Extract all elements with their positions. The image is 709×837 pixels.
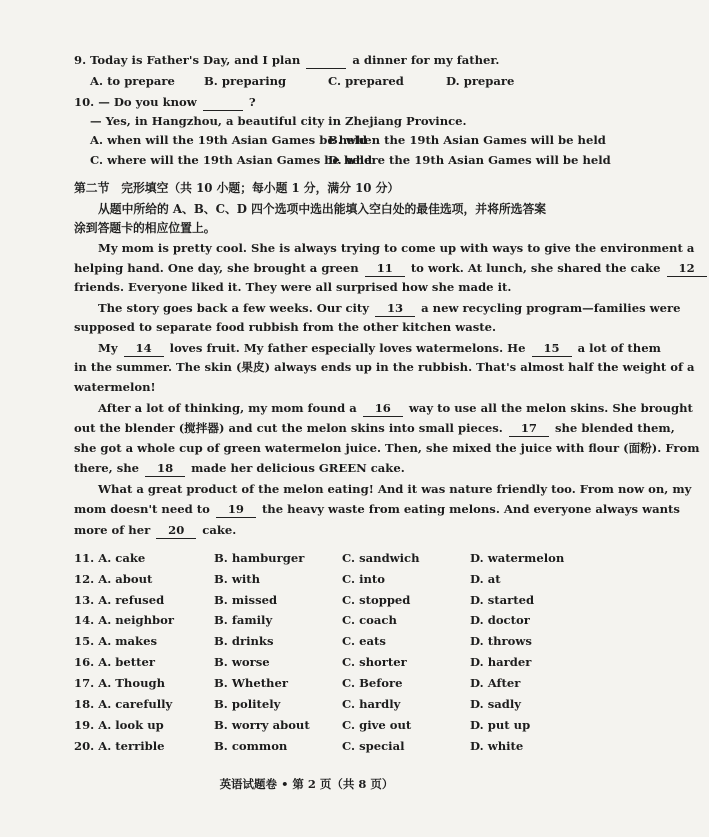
choice-18-b: B. politely [214,697,281,711]
blank-13: 13 [375,301,415,317]
q9-stem-before: 9. Today is Father's Day, and I plan [74,53,301,67]
choice-18-d: D. sadly [470,697,521,711]
p4-l1-a: After a lot of thinking, my mom found a [98,401,357,415]
passage-p4-line2 [74,421,675,437]
passage-p2-line1 [98,301,681,317]
choice-13-b: B. missed [214,593,278,607]
p4-l2-b: she blended them, [554,421,675,435]
p3-l1-c: a lot of them [577,341,661,355]
choice-18-a: 18. A. carefully [74,697,173,711]
choice-16-a: 16. A. better [74,655,155,669]
choice-17-b: B. Whether [214,676,288,690]
choice-20-b: B. common [214,739,288,753]
p5-l3-b: cake. [202,523,237,537]
choice-11-c: C. sandwich [342,551,420,565]
q10-stem: 10. — Do you know [74,95,197,109]
blank-16: 16 [363,401,403,417]
choice-12-d: D. at [470,572,501,586]
q10-option-a: A. when will the 19th Asian Games be held [90,133,368,147]
blank-19: 19 [216,502,256,518]
choice-14-b: B. family [214,613,273,627]
q9-option-c: C. prepared [328,74,404,88]
passage-p1-line3: friends. Everyone liked it. They were all surprised how she made it. [74,280,512,294]
p2-l1-b: a new recycling program—families were [421,301,681,315]
choice-13-d: D. started [470,593,535,607]
question-10-stem [74,95,573,111]
p1-l2-a: helping hand. One day, she brought a green [74,261,359,275]
choice-17-d: D. After [470,676,521,690]
passage-p3-line3: watermelon! [74,380,156,394]
choice-19-a: 19. A. look up [74,718,164,732]
p4-l1-b: way to use all the melon skins. She brought [408,401,693,415]
p3-l1-b: loves fruit. My father especially loves watermelons. He [169,341,526,355]
section-2-instruction-2: 涂到答题卡的相应位置上。 [74,221,216,235]
choice-16-c: C. shorter [342,655,407,669]
section-2-instruction-1: 从题中所给的 A、B、C、D 四个选项中选出能填入空白处的最佳选项，并将所选答案 [98,202,547,216]
passage-p5-line2 [74,502,680,518]
choice-12-c: C. into [342,572,386,586]
passage-p3-line2: in the summer. The skin (果皮) always ends up in the rubbish. That's almost half the weight of a [74,360,695,374]
choice-16-d: D. harder [470,655,532,669]
choice-19-d: D. put up [470,718,531,732]
q9-option-b: B. preparing [204,74,287,88]
passage-p4-line3: she got a whole cup of green watermelon juice. Then, she mixed the juice with flour (面粉). From [74,441,700,455]
choice-18-c: C. hardly [342,697,401,711]
p4-l4-a: there, she [74,461,140,475]
q10-reply: — Yes, in Hangzhou, a beautiful city in Zhejiang Province. [90,114,467,128]
choice-12-b: B. with [214,572,261,586]
choice-13-a: 13. A. refused [74,593,165,607]
blank-14: 14 [124,341,164,357]
choice-16-b: B. worse [214,655,270,669]
page-footer: 英语试题卷 • 第 2 页（共 8 页） [219,777,394,791]
choice-14-d: D. doctor [470,613,530,627]
choice-11-b: B. hamburger [214,551,305,565]
passage-p1-line2 [74,261,695,277]
q10-stem-end: ? [248,95,256,109]
q9-option-d: D. prepare [446,74,515,88]
p1-l2-b: to work. At lunch, she shared the cake [410,261,661,275]
q10-option-c: C. where will the 19th Asian Games be held [90,153,373,167]
choice-12-a: 12. A. about [74,572,153,586]
blank-17: 17 [509,421,549,437]
choice-20-a: 20. A. terrible [74,739,165,753]
blank-20: 20 [156,523,196,539]
p4-l4-b: made her delicious GREEN cake. [191,461,405,475]
choice-20-d: D. white [470,739,524,753]
choice-15-c: C. eats [342,634,386,648]
choice-14-a: 14. A. neighbor [74,613,174,627]
passage-p5-line3 [74,523,573,539]
passage-p5-line1: What a great product of the melon eating! And it was nature friendly too. From now on, my [98,482,692,496]
passage-p4-line4 [74,461,573,477]
blank-18: 18 [145,461,185,477]
choice-15-a: 15. A. makes [74,634,157,648]
q10-option-b: B. when the 19th Asian Games will be held [328,133,606,147]
q9-stem-after: a dinner for my father. [352,53,500,67]
blank-11: 11 [365,261,405,277]
passage-p2-line2: supposed to separate food rubbish from the other kitchen waste. [74,320,497,334]
blank-12: 12 [667,261,707,277]
choice-11-a: 11. A. cake [74,551,146,565]
choice-14-c: C. coach [342,613,397,627]
question-9-stem [74,53,573,69]
choice-15-b: B. drinks [214,634,274,648]
choice-20-c: C. special [342,739,405,753]
passage-p4-line1 [98,401,693,417]
choice-19-b: B. worry about [214,718,310,732]
choice-13-c: C. stopped [342,593,411,607]
passage-p1-line1: My mom is pretty cool. She is always trying to come up with ways to give the environment a [98,241,695,255]
p5-l2-a: mom doesn't need to [74,502,210,516]
passage-p3-line1 [98,341,661,357]
choice-11-d: D. watermelon [470,551,565,565]
q9-blank [306,53,346,69]
choice-17-a: 17. A. Though [74,676,166,690]
p5-l3-a: more of her [74,523,151,537]
choice-17-c: C. Before [342,676,403,690]
p4-l2-a: out the blender (搅拌器) and cut the melon skins into small pieces. [74,421,503,435]
q10-option-d: D. where the 19th Asian Games will be held [328,153,611,167]
p5-l2-b: the heavy waste from eating melons. And everyone always wants [261,502,680,516]
p2-l1-a: The story goes back a few weeks. Our city [98,301,370,315]
q9-option-a: A. to prepare [90,74,175,88]
blank-15: 15 [532,341,572,357]
q10-blank [203,95,243,111]
choice-19-c: C. give out [342,718,412,732]
choice-15-d: D. throws [470,634,532,648]
p3-l1-a: My [98,341,118,355]
section-2-title: 第二节 完形填空（共 10 小题；每小题 1 分，满分 10 分） [74,181,400,195]
